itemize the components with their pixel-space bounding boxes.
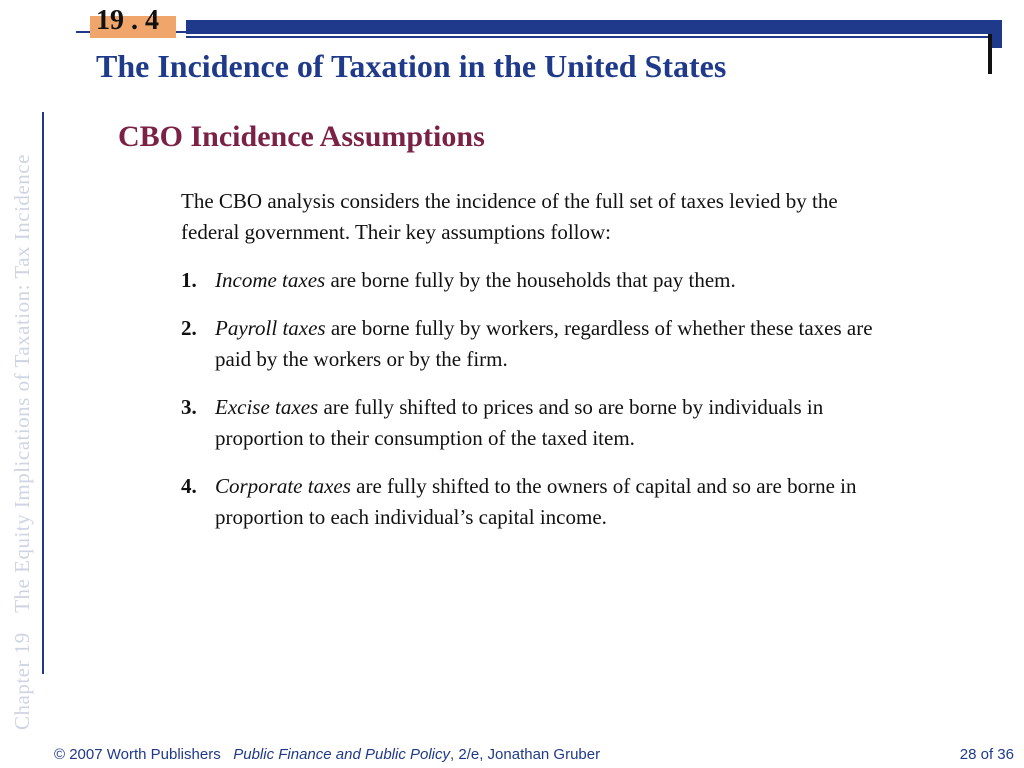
sidebar-rule bbox=[42, 112, 44, 674]
list-item bbox=[181, 313, 901, 375]
list-item-number: 1. bbox=[181, 268, 197, 292]
footer-credit bbox=[54, 746, 600, 763]
chapter-title: The Equity Implications of Taxation: Tax Incidence bbox=[10, 154, 34, 613]
list-item bbox=[181, 392, 901, 454]
list-item-number: 4. bbox=[181, 474, 197, 498]
list-item-term: Corporate taxes bbox=[215, 474, 351, 498]
chapter-sidebar-title bbox=[10, 30, 34, 730]
list-item-text: are fully shifted to the owners of capital and so are borne in proportion to each individual’s capital income. bbox=[215, 474, 857, 529]
list-item-term: Income taxes bbox=[215, 268, 326, 292]
header-rule-mid bbox=[176, 31, 186, 33]
list-item-number: 3. bbox=[181, 395, 197, 419]
slide-body bbox=[181, 186, 901, 550]
chapter-label: Chapter 19 bbox=[10, 632, 34, 730]
footer-edition-author: , 2/e, Jonathan Gruber bbox=[450, 746, 601, 763]
slide-subtitle: CBO Incidence Assumptions bbox=[118, 120, 485, 153]
list-item bbox=[181, 265, 901, 296]
header-rule-left bbox=[76, 31, 90, 33]
header-corner-tick bbox=[988, 34, 992, 74]
list-item-term: Payroll taxes bbox=[215, 316, 326, 340]
footer-book-title: Public Finance and Public Policy bbox=[233, 746, 451, 763]
list-item-term: Excise taxes bbox=[215, 395, 319, 419]
header-bar bbox=[186, 20, 1002, 34]
list-item-text: are fully shifted to prices and so are borne by individuals in proportion to their consumption of the taxed item. bbox=[215, 395, 824, 450]
list-item-number: 2. bbox=[181, 316, 197, 340]
header-rule-thin bbox=[186, 36, 988, 38]
intro-paragraph: The CBO analysis considers the incidence of the full set of taxes levied by the federal government. Their key assumptions follow: bbox=[181, 189, 838, 244]
section-number: 19 . 4 bbox=[96, 5, 159, 36]
list-item-text: are borne fully by the households that pay them. bbox=[325, 268, 736, 292]
footer-copyright: © 2007 Worth Publishers bbox=[54, 746, 221, 763]
slide-title: The Incidence of Taxation in the United States bbox=[96, 48, 727, 84]
list-item bbox=[181, 471, 901, 533]
list-item-text: are borne fully by workers, regardless of whether these taxes are paid by the workers or by the firm. bbox=[215, 316, 873, 371]
page-counter: 28 of 36 bbox=[959, 746, 1014, 763]
